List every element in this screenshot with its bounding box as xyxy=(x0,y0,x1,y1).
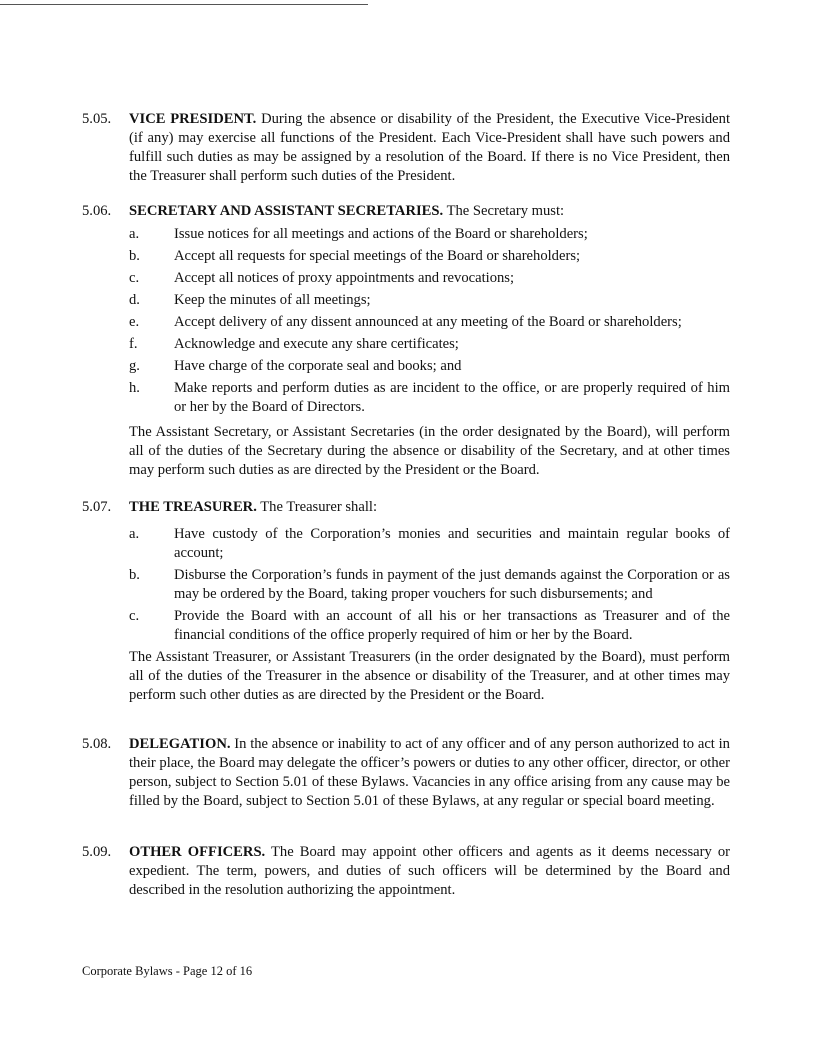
item-text: Accept all requests for special meetings of the Board or shareholders; xyxy=(174,248,581,264)
item-letter: b. xyxy=(129,567,140,583)
section-5-07 xyxy=(82,498,730,705)
item-letter: b. xyxy=(129,248,140,264)
item-text: Accept all notices of proxy appointments and revocations; xyxy=(174,270,515,286)
item-text: Disburse the Corporation’s funds in payment of the just demands against the Corporation or as may be ordered by the Board, taking proper vouchers for such disbursements; and xyxy=(174,567,730,602)
item-letter: a. xyxy=(129,226,140,242)
section-text: During the absence or disability of the President, the Executive Vice-President (if any) may exercise all functions of the President. Each Vice-President shall have such powers and fulfill such duties as may be assigned by a resolution of the Board. If there is no Vice President, then the Treasurer shall perform such duties of the President. xyxy=(129,111,730,184)
list-item xyxy=(129,313,730,332)
list-item xyxy=(129,335,730,354)
item-text: Issue notices for all meetings and actions of the Board or shareholders; xyxy=(174,226,588,242)
item-letter: g. xyxy=(129,358,140,374)
section-5-06 xyxy=(82,202,730,480)
top-rule xyxy=(0,4,368,5)
item-text: Provide the Board with an account of all his or her transactions as Treasurer and of the financial conditions of the office properly required of him or her by the Board. xyxy=(174,608,730,643)
duties-list xyxy=(129,525,730,645)
item-letter: e. xyxy=(129,314,140,330)
list-item xyxy=(129,379,730,417)
section-number: 5.09. xyxy=(82,844,112,860)
section-body xyxy=(129,735,730,811)
section-body xyxy=(129,843,730,900)
item-letter: d. xyxy=(129,292,140,308)
section-title: THE TREASURER. xyxy=(129,499,257,515)
section-title: VICE PRESIDENT. xyxy=(129,111,257,127)
section-paragraph: The Assistant Secretary, or Assistant Secretaries (in the order designated by the Board), will perform all of the duties of the Secretary during the absence or disability of the Secretary, and at other times may perform such duties as are directed by the President or the Board. xyxy=(129,424,730,478)
section-title: DELEGATION. xyxy=(129,736,231,752)
section-number: 5.08. xyxy=(82,736,112,752)
list-item xyxy=(129,607,730,645)
item-text: Make reports and perform duties as are incident to the office, or are properly required of him or her by the Board of Directors. xyxy=(174,380,730,415)
section-number: 5.05. xyxy=(82,111,112,127)
page-footer: Corporate Bylaws - Page 12 of 16 xyxy=(82,964,253,978)
section-paragraph: The Assistant Treasurer, or Assistant Treasurers (in the order designated by the Board), must perform all of the duties of the Treasurer in the absence or disability of the Treasurer, and at other times may perform such other duties as are directed by the President or the Board. xyxy=(129,649,730,703)
list-item xyxy=(129,225,730,244)
item-text: Acknowledge and execute any share certificates; xyxy=(174,336,459,352)
section-5-09 xyxy=(82,843,730,900)
item-letter: a. xyxy=(129,526,140,542)
section-number: 5.06. xyxy=(82,203,112,219)
section-body xyxy=(129,202,730,221)
item-text: Have custody of the Corporation’s monies and securities and maintain regular books of account; xyxy=(174,526,730,561)
section-text: In the absence or inability to act of any officer and of any person authorized to act in their place, the Board may delegate the officer’s powers or duties to any other officer, director, or other person, subject to Section 5.01 of these Bylaws. Vacancies in any office arising from any cause may be filled by the Board, subject to Section 5.01 of these Bylaws, at any regular or special board meeting. xyxy=(129,736,731,809)
section-5-08 xyxy=(82,735,730,811)
item-letter: f. xyxy=(129,336,138,352)
item-text: Accept delivery of any dissent announced at any meeting of the Board or shareholders; xyxy=(174,314,682,330)
list-item xyxy=(129,525,730,563)
section-text: The Secretary must: xyxy=(446,203,565,219)
list-item xyxy=(129,291,730,310)
item-text: Have charge of the corporate seal and books; and xyxy=(174,358,462,374)
section-number: 5.07. xyxy=(82,499,112,515)
item-letter: h. xyxy=(129,380,140,396)
section-5-05 xyxy=(82,110,730,186)
section-body xyxy=(129,498,730,517)
duties-list xyxy=(129,225,730,417)
section-text: The Board may appoint other officers and agents as it deems necessary or expedient. The term, powers, and duties of such officers will be determined by the Board and described in the resolution authorizing the appointment. xyxy=(129,844,730,898)
list-item xyxy=(129,357,730,376)
section-title: SECRETARY AND ASSISTANT SECRETARIES. xyxy=(129,203,444,219)
section-title: OTHER OFFICERS. xyxy=(129,844,266,860)
list-item xyxy=(129,566,730,604)
item-text: Keep the minutes of all meetings; xyxy=(174,292,371,308)
list-item xyxy=(129,247,730,266)
item-letter: c. xyxy=(129,608,140,624)
item-letter: c. xyxy=(129,270,140,286)
section-text: The Treasurer shall: xyxy=(260,499,377,515)
list-item xyxy=(129,269,730,288)
section-body xyxy=(129,110,730,186)
